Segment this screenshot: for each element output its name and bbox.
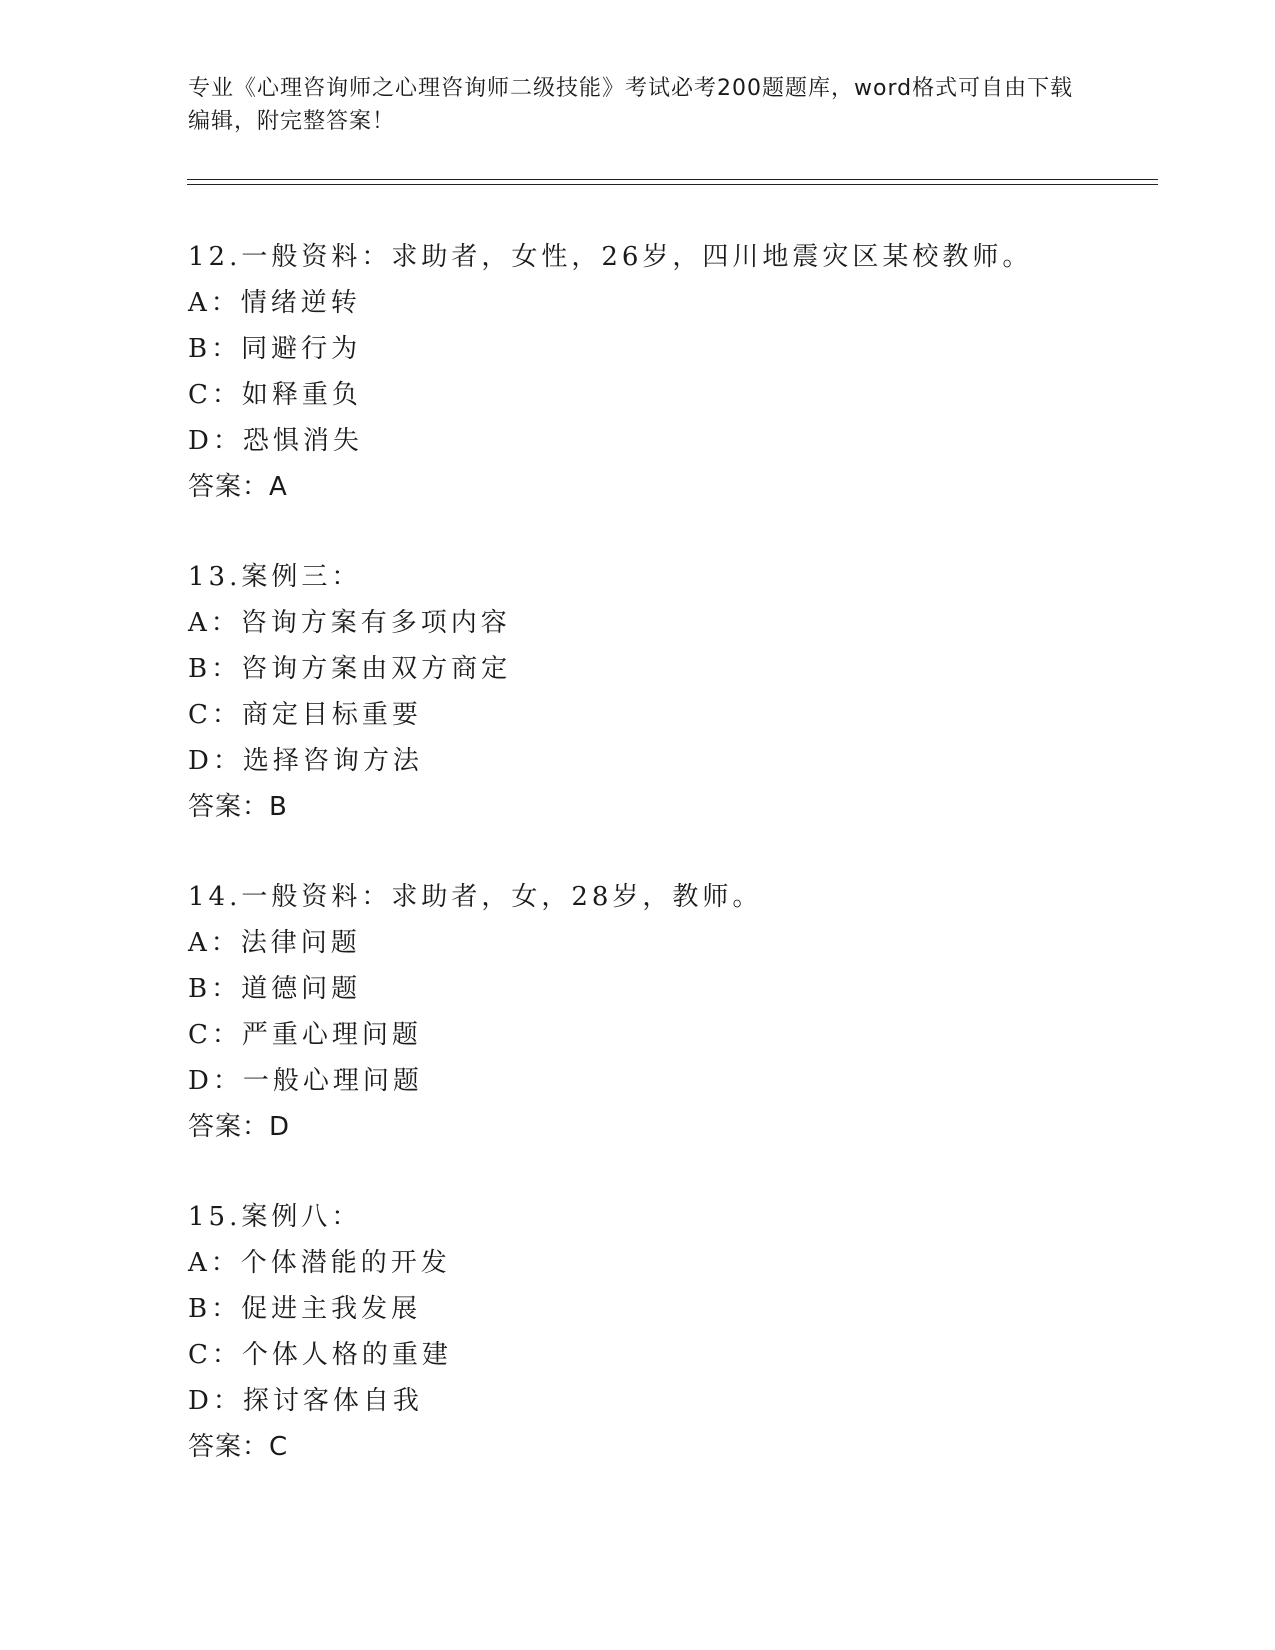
question-stem: 14.一般资料：求助者，女，28岁，教师。 (188, 882, 763, 912)
option-c: C：商定目标重要 (188, 700, 422, 730)
option-b: B：同避行为 (188, 334, 362, 364)
header-divider-top (187, 179, 1158, 180)
question-block (188, 554, 511, 830)
question-stem: 13.案例三： (188, 562, 362, 592)
answer-line: 答案：C (188, 1432, 289, 1462)
question-stem: 12.一般资料：求助者，女性，26岁，四川地震灾区某校教师。 (188, 242, 1033, 272)
document-intro: 专业《心理咨询师之心理咨询师二级技能》考试必考200题题库，word格式可自由下载编辑，附完整答案！ (188, 76, 1074, 134)
option-a: A：法律问题 (188, 928, 361, 958)
option-b: B：咨询方案由双方商定 (188, 654, 512, 684)
option-d: D：一般心理问题 (188, 1066, 423, 1096)
question-block (188, 234, 1032, 510)
question-block (188, 874, 762, 1150)
question-stem: 15.案例八： (188, 1202, 362, 1232)
answer-line: 答案：D (188, 1112, 291, 1142)
option-d: D：选择咨询方法 (188, 746, 423, 776)
header-divider-bottom (187, 184, 1158, 185)
option-a: A：情绪逆转 (188, 288, 361, 318)
option-b: B：促进主我发展 (188, 1294, 422, 1324)
answer-line: 答案：A (188, 472, 288, 502)
option-a: A：咨询方案有多项内容 (188, 608, 511, 638)
option-d: D：恐惧消失 (188, 426, 363, 456)
option-b: B：道德问题 (188, 974, 362, 1004)
option-c: C：个体人格的重建 (188, 1340, 452, 1370)
option-c: C：如释重负 (188, 380, 362, 410)
option-d: D：探讨客体自我 (188, 1386, 423, 1416)
answer-line: 答案：B (188, 792, 288, 822)
question-block (188, 1194, 452, 1470)
option-c: C：严重心理问题 (188, 1020, 422, 1050)
option-a: A：个体潜能的开发 (188, 1248, 451, 1278)
